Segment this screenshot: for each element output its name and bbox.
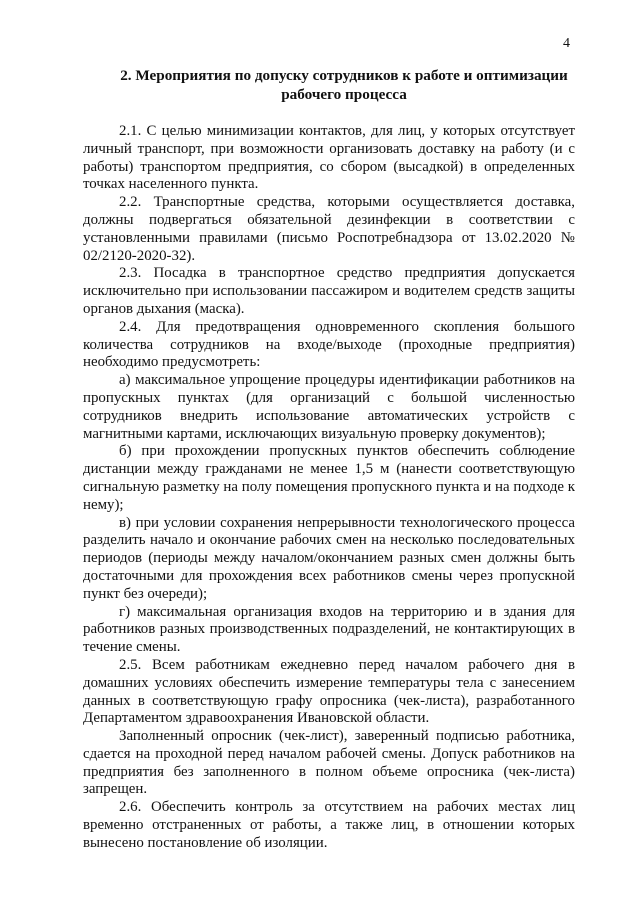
section-body [83, 123, 575, 853]
list-item-v: в) при условии сохранения непрерывности технологического процесса разделить начало и окончание рабочих смен на несколько последовательных периодов (периоды между началом/окончанием разных смен должны быть достаточными для прохождения всех работников смены через пропускной пункт без очереди); [83, 514, 575, 602]
list-item-g: г) максимальная организация входов на территорию и в здания для работников разных производственных подразделений, не контактирующих в течение смены. [83, 603, 575, 656]
paragraph-2-5: 2.5. Всем работникам ежедневно перед началом рабочего дня в домашних условиях обеспечить измерение температуры тела с занесением данных в соответствующую графу опросника (чек-листа), разработанного Департаментом здравоохранения Ивановской области. [83, 656, 575, 727]
list-item-b: б) при прохождении пропускных пунктов обеспечить соблюдение дистанции между гражданами не менее 1,5 м (нанести соответствующую сигнальную разметку на полу помещения пропускного пункта и на подходе к нему); [83, 443, 575, 513]
paragraph-2-2: 2.2. Транспортные средства, которыми осуществляется доставка, должны подвергаться обязательной дезинфекции в соответствии с установленными правилами (письмо Роспотребнадзора от 13.02.2020 № 02/2120-2020-32). [83, 194, 575, 264]
paragraph-2-6: 2.6. Обеспечить контроль за отсутствием на рабочих местах лиц временно отстраненных от работы, а также лиц, в отношении которых вынесено постановление об изоляции. [83, 799, 575, 851]
section-heading-line-1: 2. Мероприятия по допуску сотрудников к работе и оптимизации [120, 67, 568, 84]
paragraph-2-3: 2.3. Посадка в транспортное средство предприятия допускается исключительно при использовании пассажиром и водителем средств защиты органов дыхания (маска). [83, 265, 575, 317]
page-number: 4 [563, 36, 570, 51]
paragraph-checklist: Заполненный опросник (чек-лист), заверенный подписью работника, сдается на проходной перед началом рабочей смены. Допуск работников на предприятия без заполненного в полном объеме опросника (чек-листа) запрещен. [83, 728, 575, 798]
list-item-a: а) максимальное упрощение процедуры идентификации работников на пропускных пунктах (для организаций с большой численностью сотрудников внедрить использование автоматических устройств с магнитными картами, исключающих визуальную проверку документов); [83, 372, 575, 442]
section-heading [114, 66, 574, 104]
section-heading-line-2: рабочего процесса [281, 86, 407, 103]
paragraph-2-4: 2.4. Для предотвращения одновременного скопления большого количества сотрудников на входе/выходе (проходные предприятия) необходимо предусмотреть: [83, 318, 575, 371]
paragraph-2-1: 2.1. С целью минимизации контактов, для лиц, у которых отсутствует личный транспорт, при возможности организовать доставку на работу (и с работы) транспортом предприятия, со сбором (высадкой) в определенных точках населенного пункта. [83, 123, 575, 193]
